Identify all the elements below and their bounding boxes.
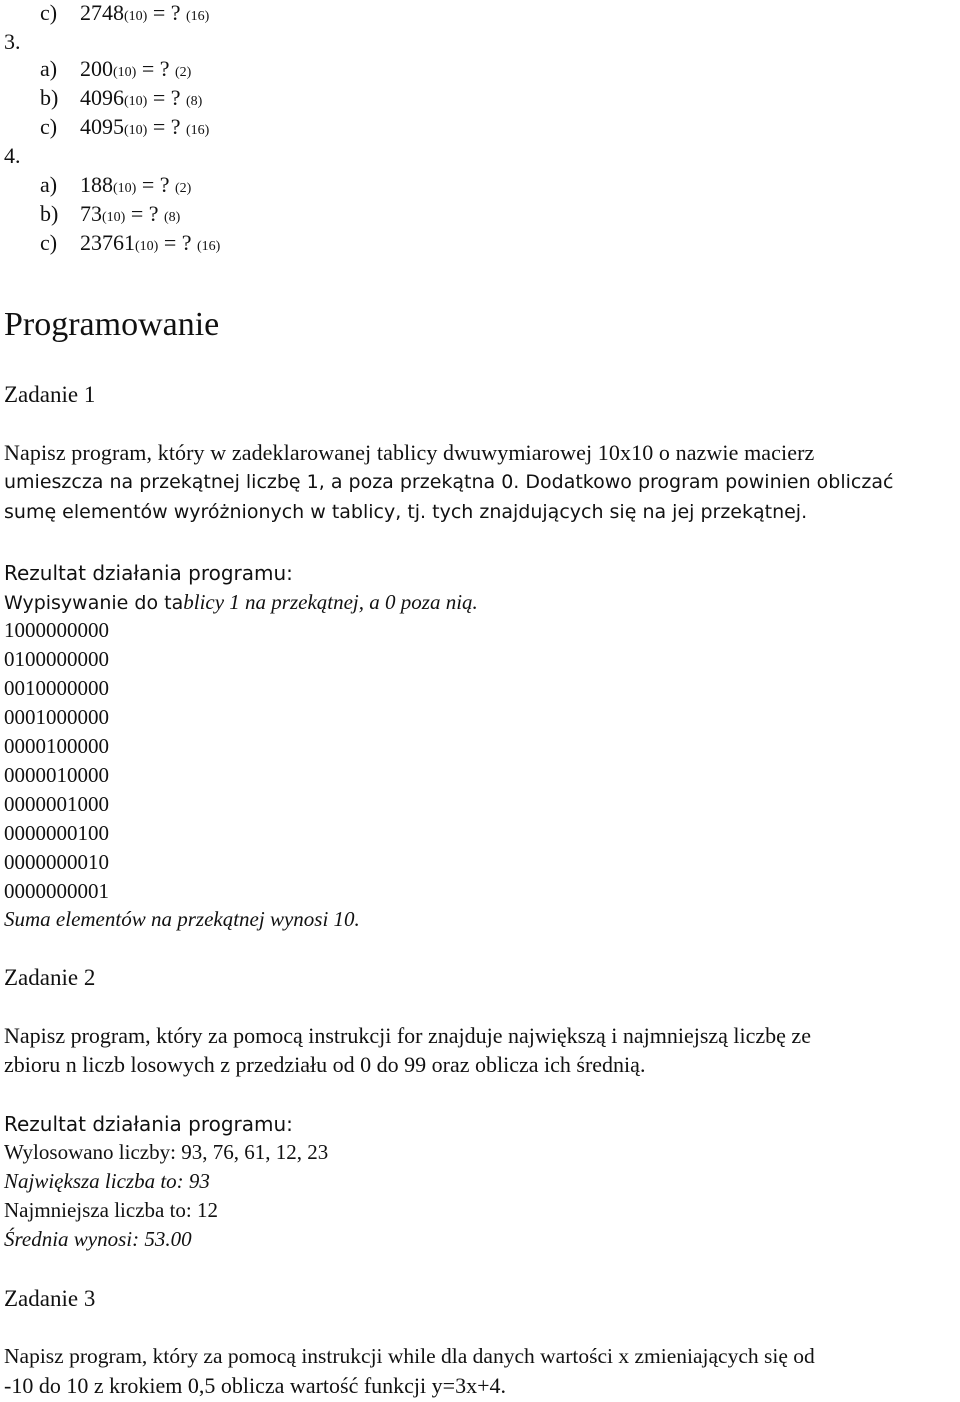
exercise-number: 4. [4, 143, 21, 168]
task1-output-intro: Wypisywanie do tablicy 1 na przekątnej, a 0 poza nią. [4, 590, 478, 614]
task1-desc-line3: sumę elementów wyróżnionych w tablicy, tj. tych znajdujących się na jej przekątnej. [4, 501, 808, 523]
task2-output-line: Największa liczba to: 93 [4, 1169, 210, 1193]
matrix-row: 0010000000 [4, 676, 109, 700]
exercise-item: b) 73(10) = ? (8) [40, 201, 181, 226]
task1-desc-line2: umieszcza na przekątnej liczbę 1, a poza przekątna 0. Dodatkowo program powinien obliczać [4, 471, 894, 493]
exercise-item: c) 23761(10) = ? (16) [40, 230, 221, 255]
matrix-row: 0000000010 [4, 850, 109, 874]
exercise-item: a) 200(10) = ? (2) [40, 56, 192, 81]
task2-result-label: Rezultat działania programu: [4, 1112, 293, 1136]
task3-title: Zadanie 3 [4, 1286, 96, 1311]
matrix-row: 0001000000 [4, 705, 109, 729]
exercise-item: c) 4095(10) = ? (16) [40, 114, 210, 139]
matrix-row: 0000000100 [4, 821, 109, 845]
task1-result-label: Rezultat działania programu: [4, 561, 293, 585]
task1-title: Zadanie 1 [4, 382, 96, 407]
task2-desc-line2: zbioru n liczb losowych z przedziału od 0 do 99 oraz oblicza ich średnią. [4, 1052, 646, 1077]
matrix-row: 0000100000 [4, 734, 109, 758]
matrix-row: 0000001000 [4, 792, 109, 816]
exercise-item: a) 188(10) = ? (2) [40, 172, 192, 197]
task2-desc-line1: Napisz program, który za pomocą instrukcji for znajduje największą i najmniejszą liczbę ze [4, 1023, 811, 1048]
exercise-item [40, 0, 210, 26]
exercise-item: b) 4096(10) = ? (8) [40, 85, 203, 110]
task1-sum-line: Suma elementów na przekątnej wynosi 10. [4, 907, 360, 931]
task1-desc-line1: Napisz program, który w zadeklarowanej tablicy dwuwymiarowej 10x10 o nazwie macierz [4, 440, 815, 465]
task2-title: Zadanie 2 [4, 965, 96, 990]
matrix-row: 1000000000 [4, 618, 109, 642]
task2-output-line: Najmniejsza liczba to: 12 [4, 1198, 219, 1222]
matrix-row: 0100000000 [4, 647, 109, 671]
task3-desc-line2: -10 do 10 z krokiem 0,5 oblicza wartość funkcji y=3x+4. [4, 1373, 506, 1398]
task3-desc-line1: Napisz program, który za pomocą instrukcji while dla danych wartości x zmieniających się od [4, 1344, 815, 1368]
item-label: c) [40, 0, 58, 25]
task2-output-line: Wylosowano liczby: 93, 76, 61, 12, 23 [4, 1140, 329, 1164]
exercise-number: 3. [4, 29, 21, 54]
matrix-row: 0000010000 [4, 763, 109, 787]
matrix-row: 0000000001 [4, 879, 109, 903]
task1-matrix-output [4, 616, 109, 906]
item-expression: 2748(10) = ? (16) [80, 0, 210, 25]
task2-output-line: Średnia wynosi: 53.00 [4, 1227, 192, 1251]
section-title: Programowanie [4, 306, 220, 343]
